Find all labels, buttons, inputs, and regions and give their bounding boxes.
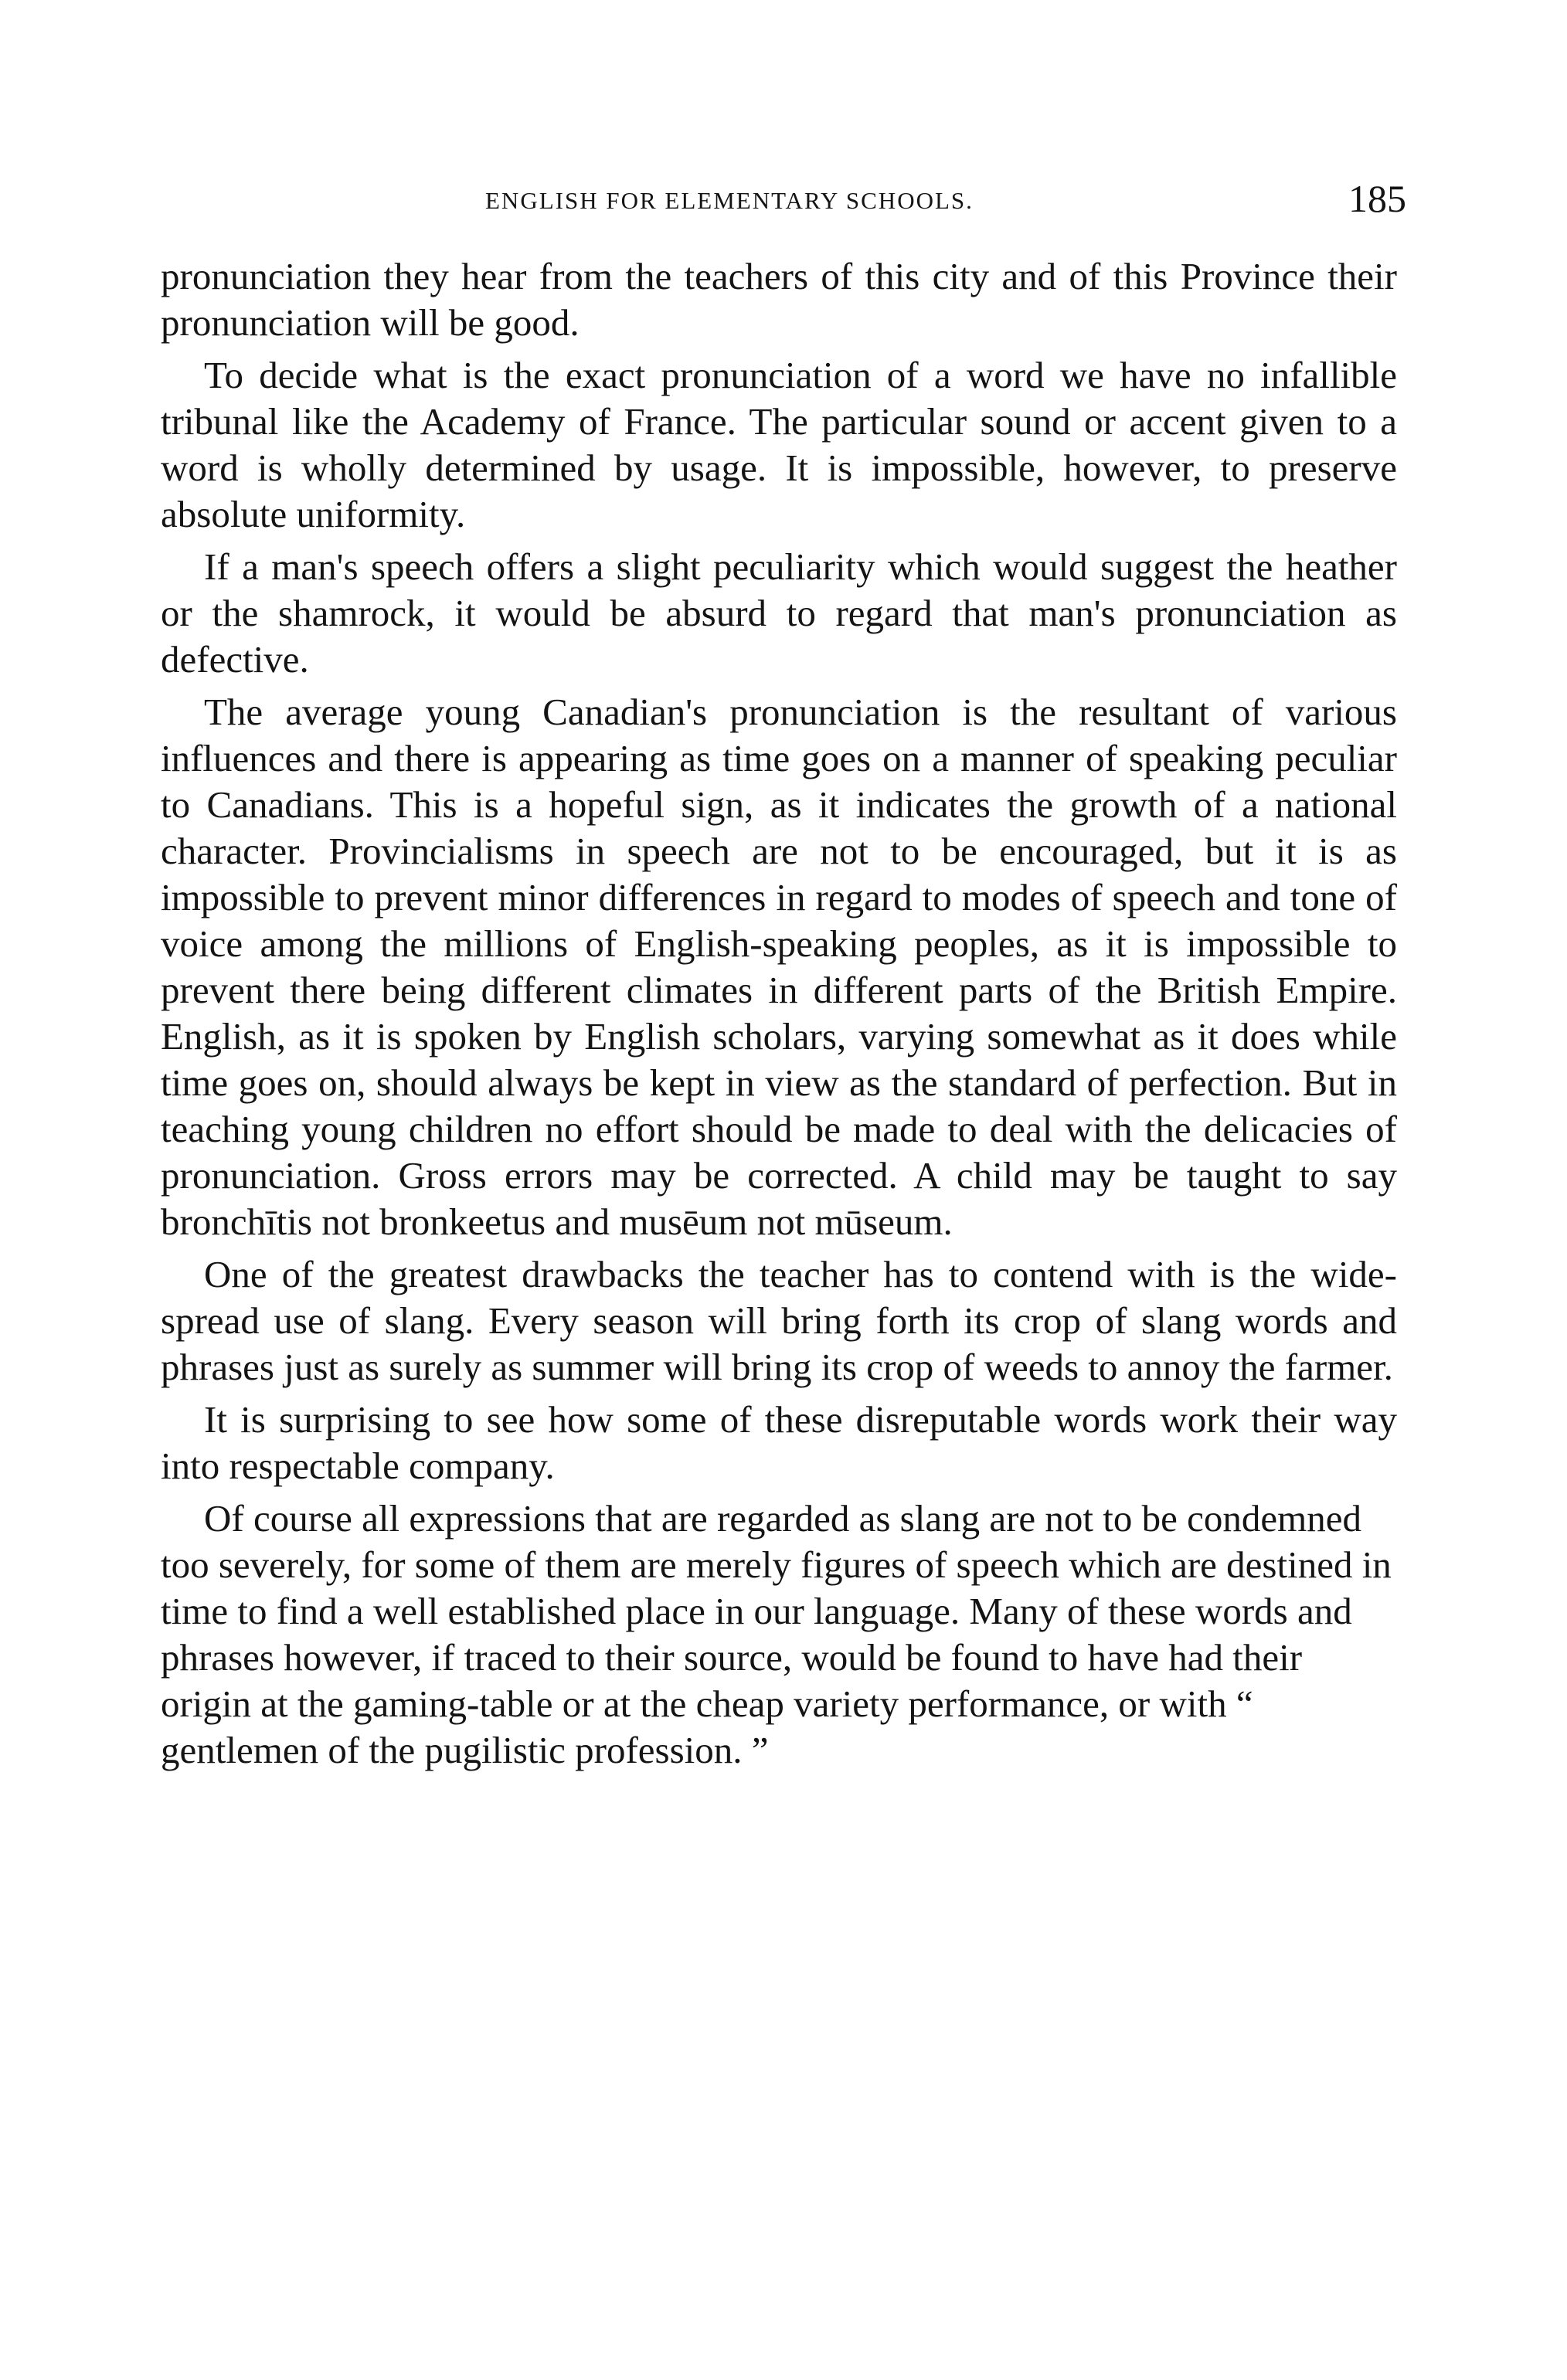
running-header: [161, 170, 1406, 232]
paragraph: If a man's speech offers a slight peculiarity which would suggest the heather or the shamrock, it would be absurd to regard that man's pronunciation as defective.: [161, 545, 1397, 681]
paragraph: To decide what is the exact pronunciation of a word we have no infallible tribunal like the Academy of France. The particular sound or accent given to a word is wholly determined by usage. It is impossible, however, to preserve absolute uniformity.: [161, 354, 1397, 535]
book-page: [161, 170, 1406, 1780]
paragraph: Of course all expressions that are regarded as slang are not to be condemned too severely, for some of them are merely figures of speech which are destined in time to find a well established place in our language. Many of these words and phrases however, if traced to their source, would be found to have had their origin at the gaming-table or at the cheap variety performance, or with “ gentlemen of the pugilistic profession. ”: [161, 1497, 1392, 1771]
paragraph: The average young Canadian's pronunciation is the resultant of various influences and there is appearing as time goes on a manner of speaking peculiar to Canadians. This is a hopeful sign, as it indicates the growth of a national character. Provincialisms in speech are not to be encouraged, but it is as impossible to prevent minor differences in regard to modes of speech and tone of voice among the millions of English-speaking peoples, as it is impossible to prevent there being different climates in different parts of the British Empire. English, as it is spoken by English scholars, varying somewhat as it does while time goes on, should always be kept in view as the standard of perfection. But in teaching young children no effort should be made to deal with the delicacies of pronunciation. Gross errors may be corrected. A child may be taught to say bronchītis not bronkeetus and musēum not mūseum.: [161, 691, 1397, 1243]
body-text: [161, 253, 1397, 1774]
paragraph: It is surprising to see how some of these disreputable words work their way into respectable company.: [161, 1398, 1397, 1487]
paragraph: pronunciation they hear from the teachers of this city and of this Province their pronunciation will be good.: [161, 255, 1397, 344]
paragraph: One of the greatest drawbacks the teacher has to contend with is the wide-spread use of slang. Every season will bring forth its crop of slang words and phrases just as surely as summer will bring its crop of weeds to annoy the farmer.: [161, 1253, 1397, 1388]
page-number: 185: [1348, 177, 1406, 220]
running-title: ENGLISH FOR ELEMENTARY SCHOOLS.: [485, 187, 974, 214]
